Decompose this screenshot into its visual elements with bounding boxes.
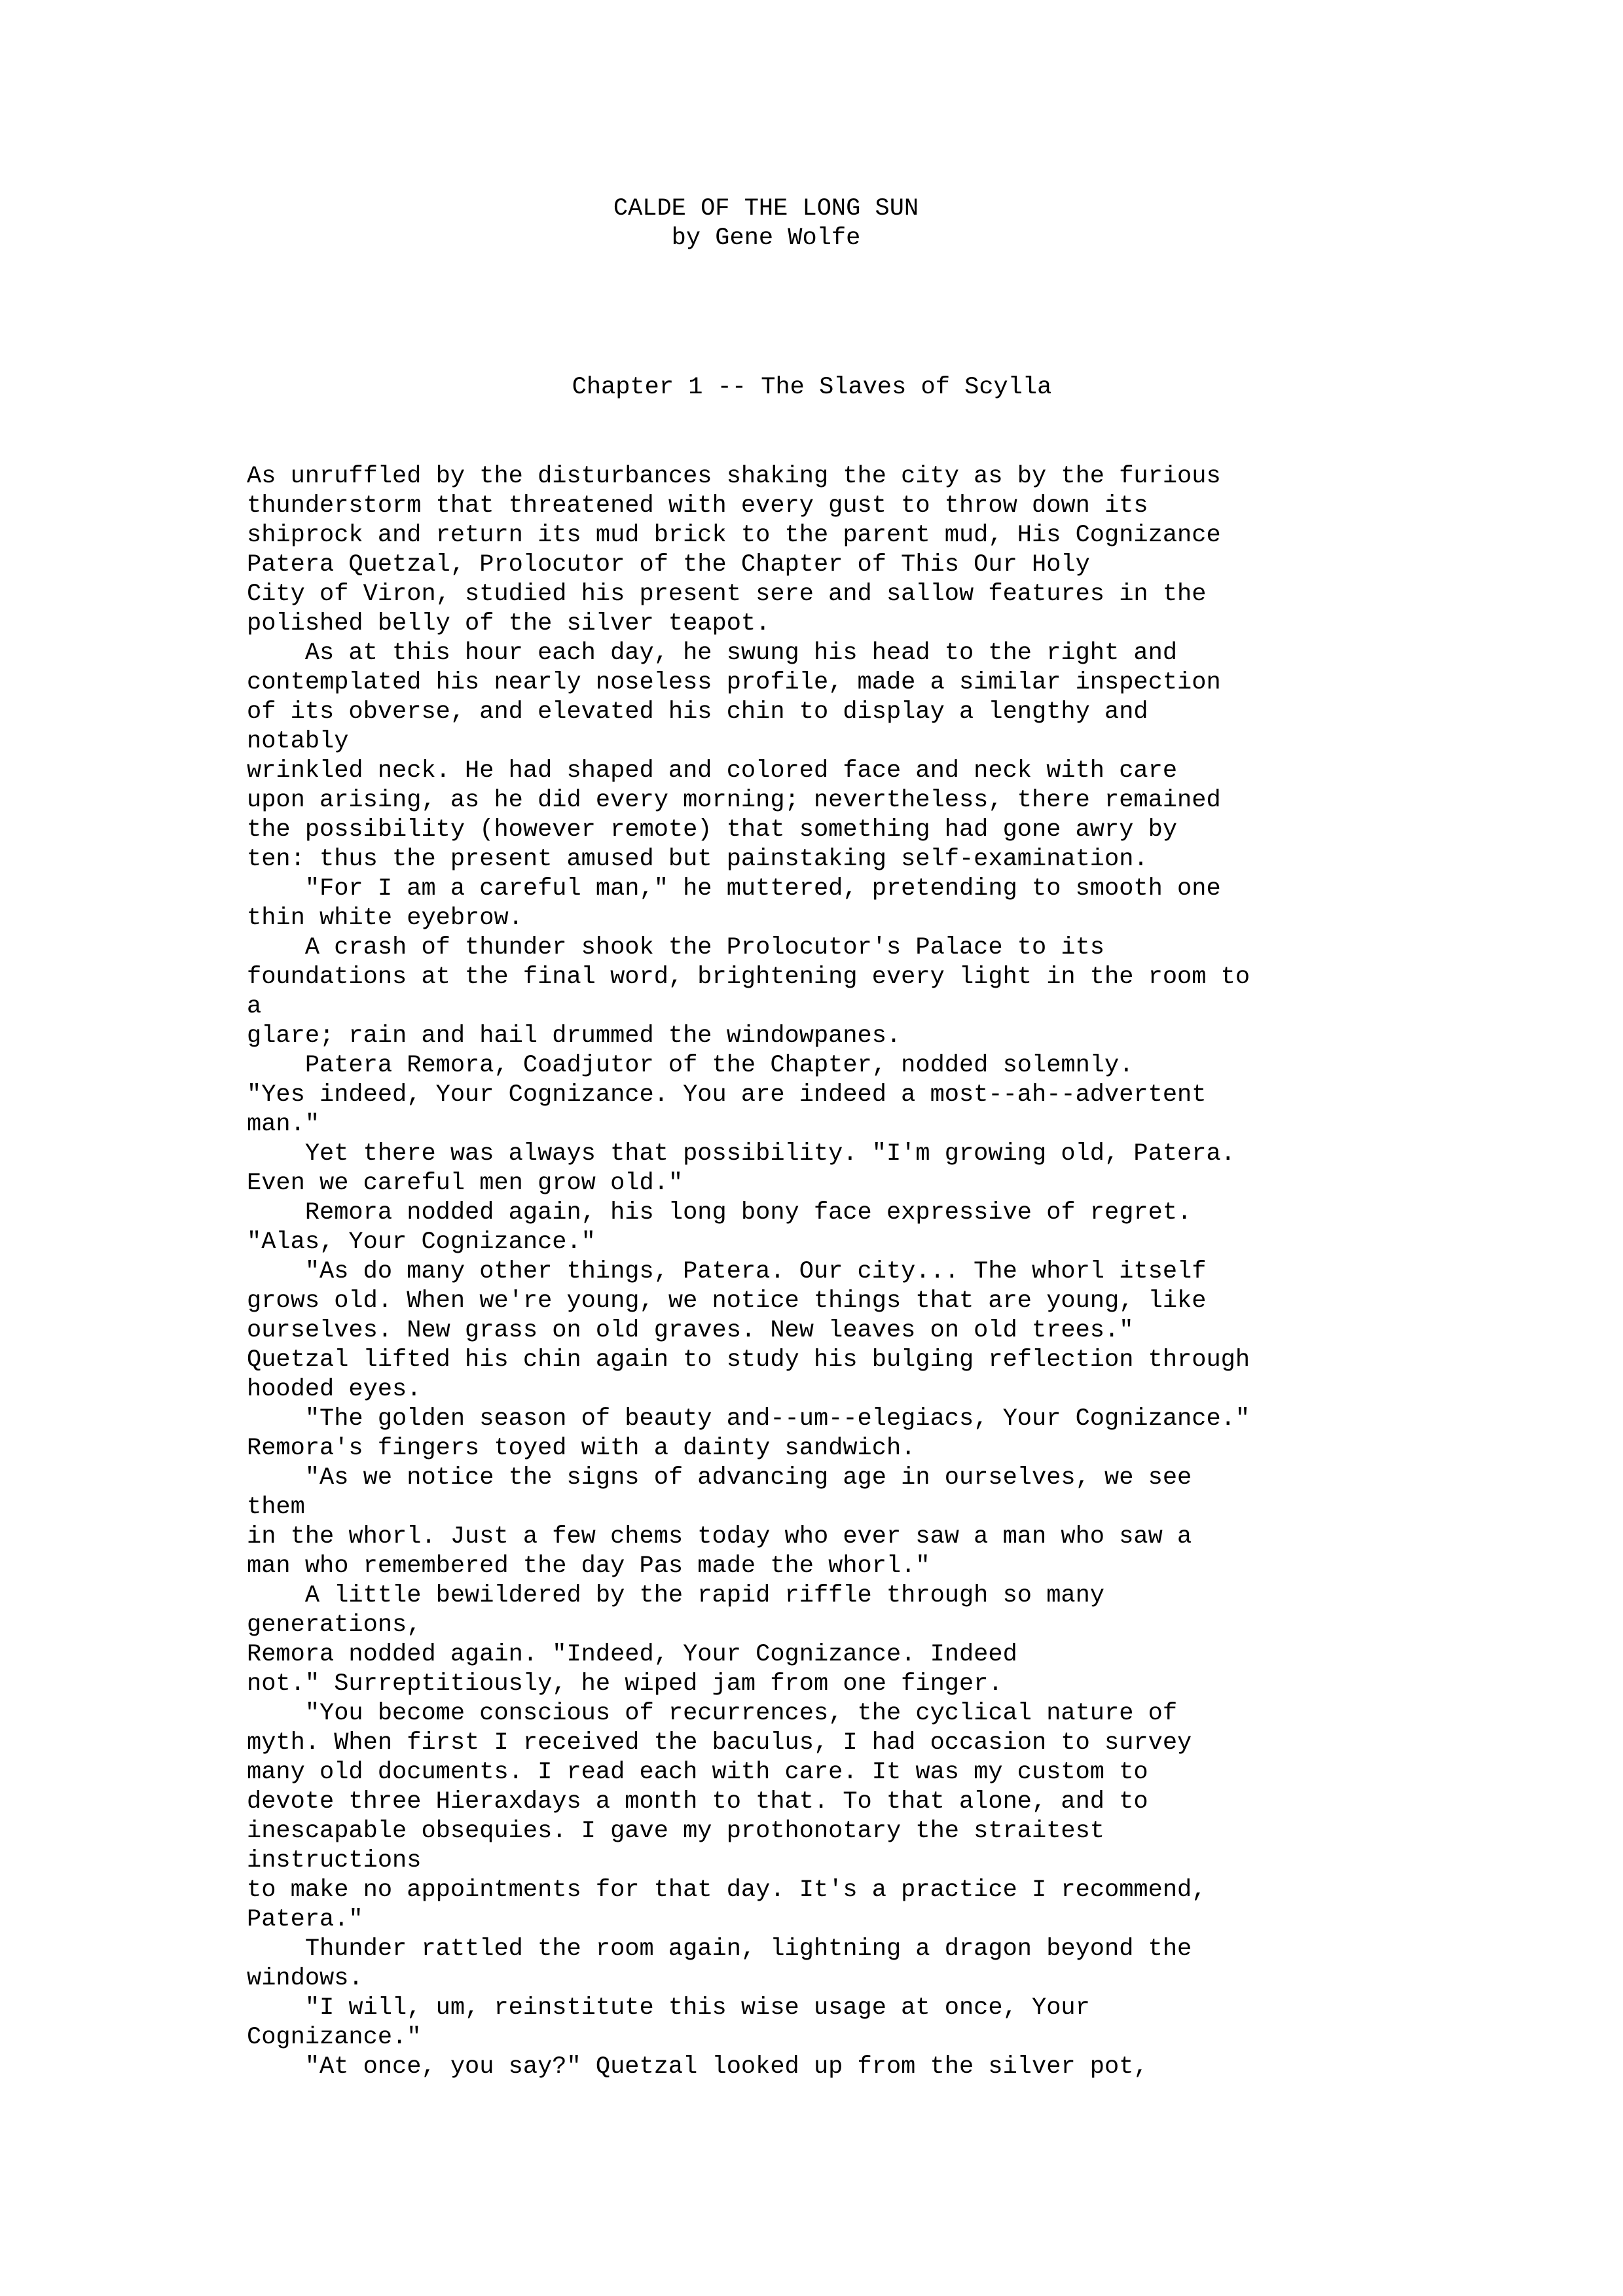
text-line: City of Viron, studied his present sere and sallow features in the <box>247 581 1207 608</box>
text-line: instructions <box>247 1847 422 1874</box>
text-line: A crash of thunder shook the Prolocutor's Palace to its <box>247 934 1105 961</box>
text-line: Remora nodded again, his long bony face expressive of regret. <box>247 1199 1192 1227</box>
text-line: grows old. When we're young, we notice things that are young, like <box>247 1287 1207 1315</box>
text-line: to make no appointments for that day. It's a practice I recommend, <box>247 1876 1207 1904</box>
text-line: shiprock and return its mud brick to the parent mud, His Cognizance <box>247 522 1221 549</box>
text-line: in the whorl. Just a few chems today who ever saw a man who saw a <box>247 1523 1192 1551</box>
text-line: As unruffled by the disturbances shaking the city as by the furious <box>247 463 1221 490</box>
text-line: of its obverse, and elevated his chin to display a lengthy and <box>247 698 1148 726</box>
text-line: ourselves. New grass on old graves. New leaves on old trees." <box>247 1317 1134 1344</box>
text-line: man." <box>247 1111 320 1138</box>
author-byline: by Gene Wolfe <box>671 224 861 252</box>
text-line: Even we careful men grow old." <box>247 1170 684 1197</box>
text-line: "I will, um, reinstitute this wise usage at once, Your <box>247 1994 1090 2022</box>
text-line: devote three Hieraxdays a month to that. To that alone, and to <box>247 1788 1148 1816</box>
text-line: polished belly of the silver teapot. <box>247 610 771 637</box>
text-line: generations, <box>247 1611 422 1639</box>
text-line: thin white eyebrow. <box>247 905 523 932</box>
text-line: Remora's fingers toyed with a dainty sandwich. <box>247 1435 916 1462</box>
text-line: thunderstorm that threatened with every gust to throw down its <box>247 492 1148 520</box>
text-line: "The golden season of beauty and--um--elegiacs, Your Cognizance." <box>247 1405 1250 1433</box>
text-line: myth. When first I received the baculus, I had occasion to survey <box>247 1729 1192 1757</box>
text-line: Remora nodded again. "Indeed, Your Cognizance. Indeed <box>247 1641 1017 1668</box>
text-line: Quetzal lifted his chin again to study his bulging reflection through <box>247 1346 1250 1374</box>
book-title: CALDE OF THE LONG SUN <box>613 195 919 223</box>
text-line: not." Surreptitiously, he wiped jam from one finger. <box>247 1670 1003 1698</box>
text-line: foundations at the final word, brightening every light in the room to <box>247 963 1250 991</box>
text-line: Yet there was always that possibility. "I'm growing old, Patera. <box>247 1140 1235 1168</box>
text-line: Patera Quetzal, Prolocutor of the Chapter of This Our Holy <box>247 551 1090 579</box>
text-line: Patera." <box>247 1906 363 1933</box>
text-line: upon arising, as he did every morning; nevertheless, there remained <box>247 787 1221 814</box>
text-line: "As we notice the signs of advancing age in ourselves, we see <box>247 1464 1192 1492</box>
title-block <box>0 194 1532 253</box>
text-line: wrinkled neck. He had shaped and colored face and neck with care <box>247 757 1178 785</box>
text-line: "As do many other things, Patera. Our city... The whorl itself <box>247 1258 1207 1285</box>
text-line: ten: thus the present amused but painstaking self-examination. <box>247 846 1148 873</box>
text-line: many old documents. I read each with care. It was my custom to <box>247 1759 1148 1786</box>
text-line: "Yes indeed, Your Cognizance. You are indeed a most--ah--advertent <box>247 1081 1207 1109</box>
text-line: As at this hour each day, he swung his head to the right and <box>247 639 1178 667</box>
chapter-heading: Chapter 1 -- The Slaves of Scylla <box>572 374 1052 401</box>
text-line: "Alas, Your Cognizance." <box>247 1229 596 1256</box>
text-line: "You become conscious of recurrences, the cyclical nature of <box>247 1700 1178 1727</box>
text-line: "At once, you say?" Quetzal looked up from the silver pot, <box>247 2053 1148 2081</box>
text-line: Patera Remora, Coadjutor of the Chapter, nodded solemnly. <box>247 1052 1134 1079</box>
text-line: "For I am a careful man," he muttered, pretending to smooth one <box>247 875 1221 903</box>
text-line: A little bewildered by the rapid riffle through so many <box>247 1582 1105 1609</box>
text-line: glare; rain and hail drummed the windowpanes. <box>247 1022 902 1050</box>
text-line: Cognizance." <box>247 2024 422 2051</box>
text-line: contemplated his nearly noseless profile, made a similar inspection <box>247 669 1221 696</box>
text-line: the possibility (however remote) that something had gone awry by <box>247 816 1178 844</box>
text-line: Thunder rattled the room again, lightning a dragon beyond the <box>247 1935 1192 1963</box>
text-line: inescapable obsequies. I gave my prothonotary the straitest <box>247 1818 1105 1845</box>
text-line: hooded eyes. <box>247 1376 422 1403</box>
text-line: man who remembered the day Pas made the whorl." <box>247 1552 930 1580</box>
text-line: notably <box>247 728 349 755</box>
text-line: windows. <box>247 1965 363 1992</box>
text-line: them <box>247 1494 305 1521</box>
text-line: a <box>247 993 262 1020</box>
body-text <box>247 462 1425 2082</box>
